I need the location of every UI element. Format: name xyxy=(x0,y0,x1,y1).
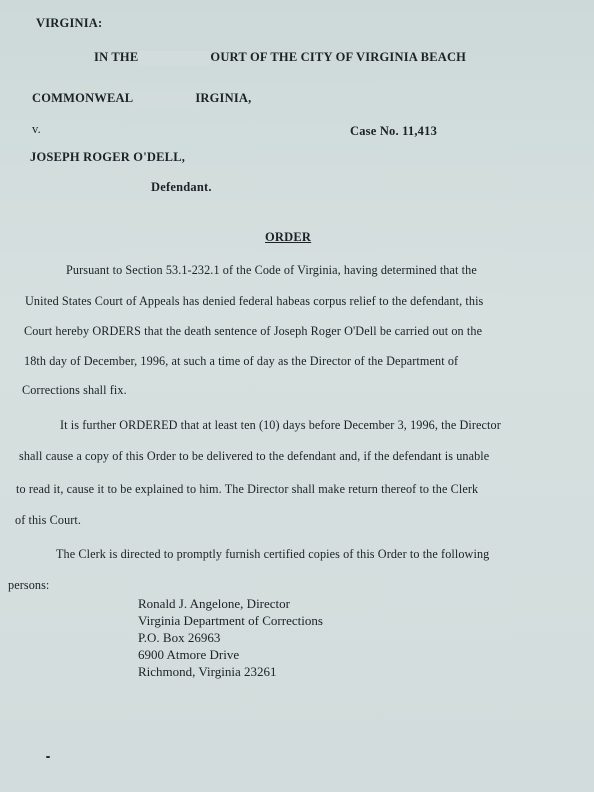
obscured-gap xyxy=(138,51,210,65)
paragraph-2-line: of this Court. xyxy=(15,513,82,527)
paragraph-1-line: United States Court of Appeals has denied federal habeas corpus relief to the defendant, this xyxy=(25,294,484,308)
court-line-left: IN THE xyxy=(94,50,139,64)
paragraph-3-line: persons: xyxy=(8,578,50,592)
recipient-line: P.O. Box 26963 xyxy=(138,630,221,645)
recipient-line: Virginia Department of Corrections xyxy=(138,613,323,628)
defendant-name: JOSEPH ROGER O'DELL, xyxy=(30,150,186,164)
case-number: Case No. 11,413 xyxy=(350,124,438,138)
court-line-right: OURT OF THE CITY OF VIRGINIA BEACH xyxy=(210,50,467,64)
paragraph-1-line: Court hereby ORDERS that the death sentence of Joseph Roger O'Dell be carried out on the xyxy=(24,324,483,338)
paragraph-2-line: to read it, cause it to be explained to him. The Director shall make return thereof to the Clerk xyxy=(16,482,479,496)
order-heading: ORDER xyxy=(265,230,312,244)
recipient-line: Ronald J. Angelone, Director xyxy=(138,596,290,611)
paper-speck xyxy=(46,756,50,758)
versus-label: v. xyxy=(32,122,41,136)
obscured-gap xyxy=(133,92,195,106)
party-line-left: COMMONWEAL xyxy=(32,91,134,105)
court-line xyxy=(94,50,466,65)
party-line-right: IRGINIA, xyxy=(195,91,252,105)
paragraph-2-line: It is further ORDERED that at least ten (10) days before December 3, 1996, the Director xyxy=(60,418,501,432)
paragraph-1-line: Corrections shall fix. xyxy=(22,383,127,397)
state-label: VIRGINIA: xyxy=(36,16,103,30)
recipient-line: Richmond, Virginia 23261 xyxy=(138,664,277,679)
paragraph-1-line: Pursuant to Section 53.1-232.1 of the Code of Virginia, having determined that the xyxy=(66,263,477,277)
paragraph-2-line: shall cause a copy of this Order to be delivered to the defendant and, if the defendant is unable xyxy=(19,449,490,463)
paragraph-3-line: The Clerk is directed to promptly furnish certified copies of this Order to the following xyxy=(56,547,490,561)
paragraph-1-line: 18th day of December, 1996, at such a time of day as the Director of the Department of xyxy=(24,354,459,368)
defendant-label: Defendant. xyxy=(151,180,212,194)
party-line xyxy=(32,91,251,106)
recipient-line: 6900 Atmore Drive xyxy=(138,647,240,662)
